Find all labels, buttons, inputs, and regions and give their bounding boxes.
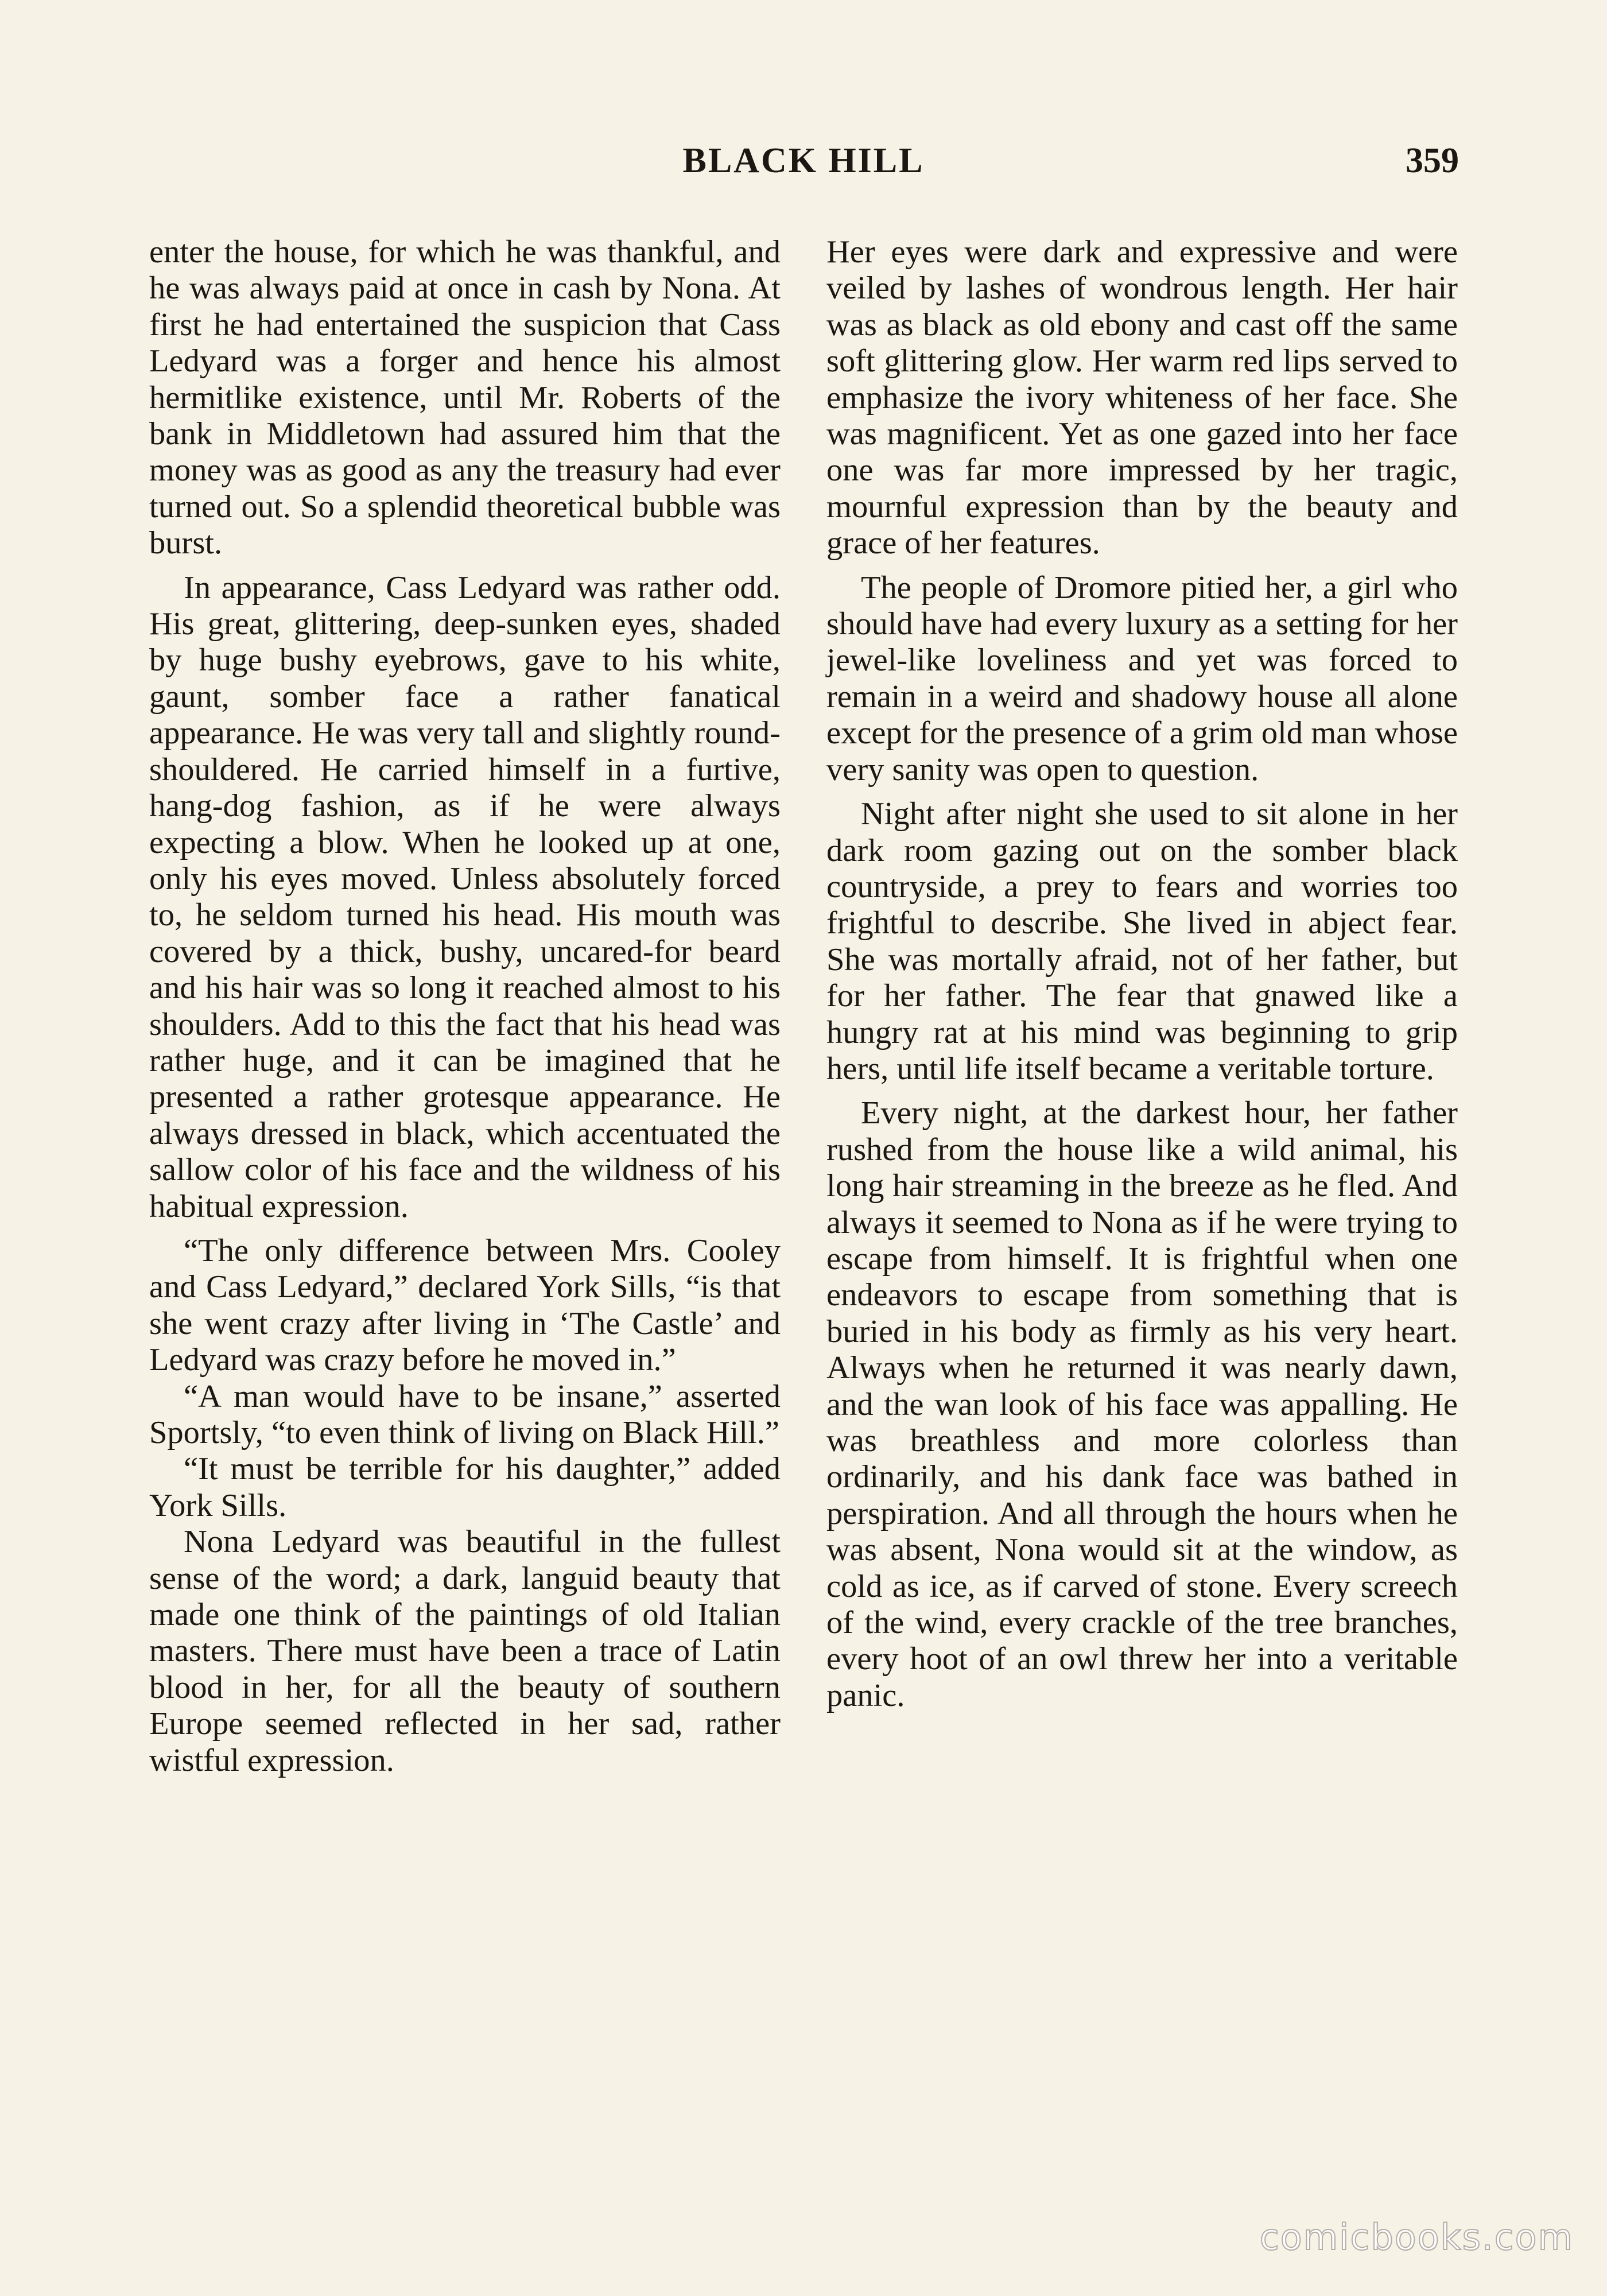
paragraph: Every night, at the darkest hour, her father rushed from the house like a wild animal, his long hair streaming in the breeze as he fled. And always it seemed to Nona as if he were trying to escape from himself. It is frightful when one endeavors to escape from something that is buried in his body as firmly as his very heart. Always when he returned it was nearly dawn, and the wan look of his face was appalling. He was breathless and more colorless than ordinarily, and his dank face was bathed in perspiration. And all through the hours when he was absent, Nona would sit at the window, as cold as ice, as if carved of stone. Every screech of the wind, every crackle of the tree branches, every hoot of an owl threw her into a veritable panic. [826, 1095, 1458, 1713]
paragraph: Her eyes were dark and expressive and were veiled by lashes of wondrous length. Her hair was as black as old ebony and cast off the same soft glittering glow. Her warm red lips served to emphasize the ivory whiteness of her face. She was magnificent. Yet as one gazed into her face one was far more impressed by her tragic, mournful expression than by the beauty and grace of her features. [826, 234, 1458, 561]
paragraph: Night after night she used to sit alone in her dark room gazing out on the somber black countryside, a prey to fears and worries too frightful to describe. She lived in abject fear. She was mortally afraid, not of her father, but for her father. The fear that gnawed like a hungry rat at his mind was beginning to grip hers, until life itself became a veritable torture. [826, 796, 1458, 1087]
paragraph: enter the house, for which he was thankful, and he was always paid at once in cash by Nona. At first he had entertained the suspicion that Cass Ledyard was a forger and hence his almost hermitlike existence, until Mr. Roberts of the bank in Middletown had assured him that the money was as good as any the treasury had ever turned out. So a splendid theoretical bubble was burst. [149, 234, 781, 561]
paragraph: The people of Dromore pitied her, a girl who should have had every luxury as a setting for her jewel-like loveliness and yet was forced to remain in a weird and shadowy house all alone except for the presence of a grim old man whose very sanity was open to question. [826, 569, 1458, 788]
page-number: 359 [1406, 141, 1459, 180]
watermark: comicbooks.com [1259, 2216, 1574, 2258]
page-header [0, 141, 1607, 192]
paragraph: “The only difference between Mrs. Cooley and Cass Ledyard,” declared York Sills, “is that she went crazy after living in ‘The Castle’ and Ledyard was crazy before he moved in.” [149, 1232, 781, 1378]
paragraph: “It must be terrible for his daughter,” added York Sills. [149, 1451, 781, 1523]
right-column [826, 234, 1458, 1722]
running-head: BLACK HILL [682, 141, 925, 180]
paragraph: In appearance, Cass Ledyard was rather odd. His great, glittering, deep-sunken eyes, shaded by huge bushy eyebrows, gave to his white, gaunt, somber face a rather fanatical appearance. He was very tall and slightly round-shouldered. He carried himself in a furtive, hang-dog fashion, as if he were always expecting a blow. When he looked up at one, only his eyes moved. Unless absolutely forced to, he seldom turned his head. His mouth was covered by a thick, bushy, uncared-for beard and his hair was so long it reached almost to his shoulders. Add to this the fact that his head was rather huge, and it can be imagined that he presented a rather grotesque appearance. He always dressed in black, which accentuated the sallow color of his face and the wildness of his habitual expression. [149, 569, 781, 1224]
paragraph: “A man would have to be insane,” asserted Sportsly, “to even think of living on Black Hill.” [149, 1378, 781, 1450]
paragraph: Nona Ledyard was beautiful in the fullest sense of the word; a dark, languid beauty that made one think of the paintings of old Italian masters. There must have been a trace of Latin blood in her, for all the beauty of southern Europe seemed reflected in her sad, rather wistful expression. [149, 1524, 781, 1778]
left-column [149, 234, 781, 1779]
